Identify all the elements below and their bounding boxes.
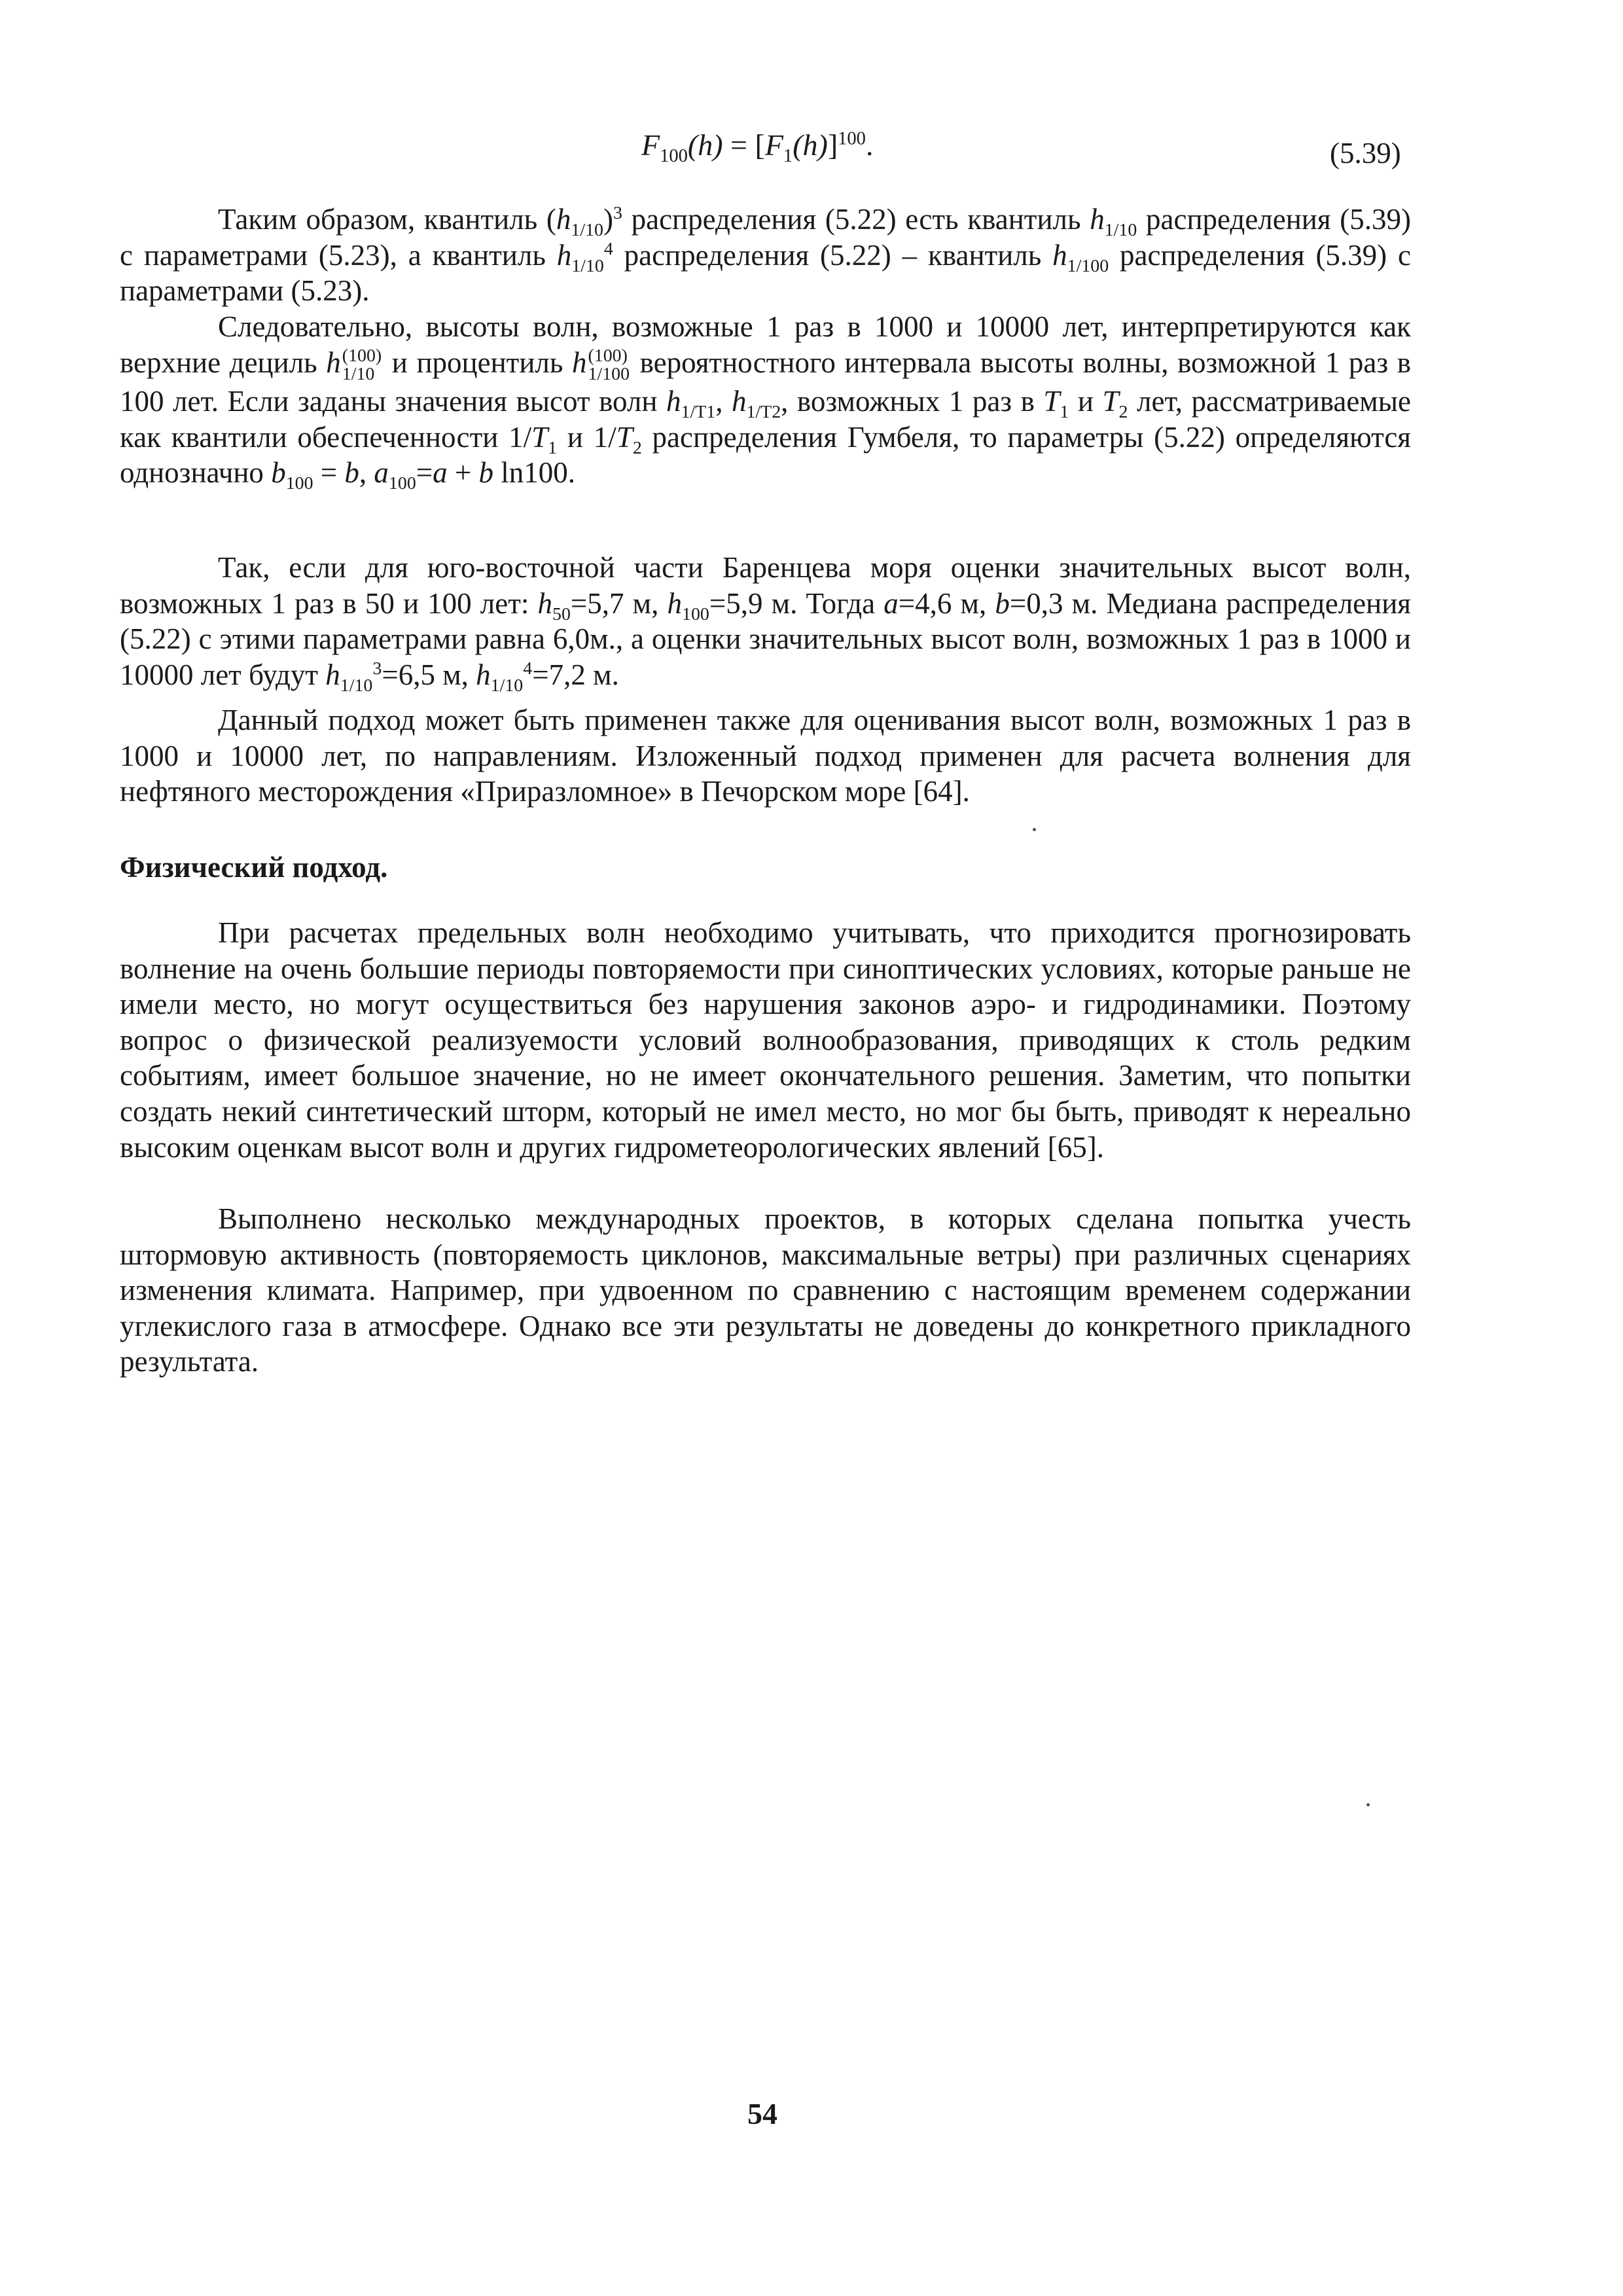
page-number: 54 [747, 2097, 777, 2130]
equation-number: (5.39) [1330, 137, 1401, 170]
formula-5-39 [641, 126, 873, 165]
scan-speck [1366, 1803, 1370, 1806]
scan-speck [1033, 828, 1036, 831]
section-heading: Физический подход. [120, 851, 388, 884]
paragraph-directions: Данный подход может быть применен также для оценивания высот волн, возможных 1 раз в 1000 и 10000 лет, по направлениям. Изложенный подход применен для расчета волнения для нефтяного месторождения «Приразломное» в Печорском море [64]. [120, 704, 1411, 808]
paragraph-international-projects: Выполнено несколько международных проектов, в которых сделана попытка учесть штормовую активность (повторяемость циклонов, максимальные ветры) при различных сценариях изменения климата. Например, при удвоенном по сравнению с настоящим временем содержании углекислого газа в атмосфере. Однако все эти результаты не доведены до конкретного прикладного результата. [120, 1202, 1411, 1378]
paragraph-quantile: Таким образом, квантиль $(h_{1/10})^3$ распределения (5.22) есть квантиль $h_{1/10}$ распределения (5.39) с параметрами (5.23), а квантиль $h_{1/10}^4$ распределения (5.22) – квантиль $h_{1/100}$ распределения (5.39) с параметрами (5.23). [120, 203, 1412, 308]
paragraph-physical-approach: При расчетах предельных волн необходимо учитывать, что приходится прогнозировать волнение на очень большие периоды повторяемости при синоптических условиях, которые раньше не имели место, но могут осуществиться без нарушения законов аэро- и гидродинамики. Поэтому вопрос о физической реализуемости условий волнообразования, приводящих к столь редким событиям, имеет большое значение, но не имеет окончательного решения. Заметим, что попытки создать некий синтетический шторм, который не имел место, но мог бы быть, приводят к нереально высоким оценкам высот волн и других гидрометеорологических явлений [65]. [120, 916, 1411, 1164]
formula-rendering: $F_{100}(h) = [F_1(h)]^{100}$. [641, 128, 874, 167]
paragraph-barents-sea: Так, если для юго-восточной части Баренцева моря оценки значительных высот волн, возможных 1 раз в 50 и 100 лет: $h_{50}=5,7$ м, $h_{100}=5,9$ м. Тогда a=4,6 м, b=0,3 м. Медиана распределения (5.22) с этими параметрами равна 6,0м., а оценки значительных высот волн, возможных 1 раз в 1000 и 10000 лет будут $h_{1/10}^3=6,5$ м, $h_{1/10}^4=7,2$ м. [120, 551, 1411, 696]
paragraph-decile-percentile: Следовательно, высоты волн, возможные 1 раз в 1000 и 10000 лет, интерпретируются как верхние дециль h (100) 1/10 и процентиль h (100) 1/100 вероятностного интервала высоты волны, возможной 1 раз в 100 лет. Если заданы значения высот волн $h_{1/T1}$, $h_{1/T2}$, возможных 1 раз в $T_1$ и $T_2$ лет, рассматриваемые как квантили обеспеченности $1/T_1$ и $1/T_2$ распределения Гумбеля, то параметры (5.22) определяются однозначно $b_{100} = b$, $a_{100}=a + b$ ln100. [120, 310, 1412, 494]
